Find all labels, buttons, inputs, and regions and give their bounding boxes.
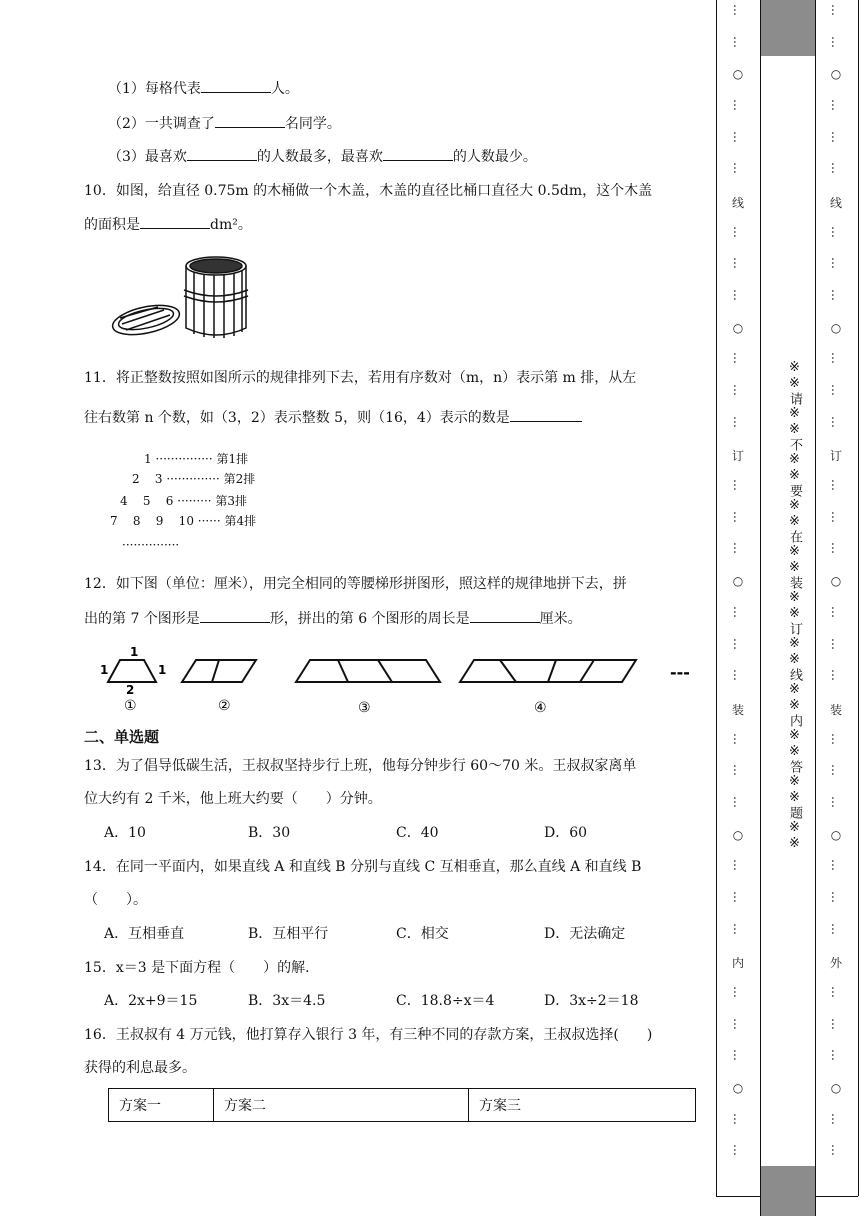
dim-right: 1 <box>158 663 167 677</box>
binding-dots: … <box>731 859 745 872</box>
binding-dots: … <box>829 922 843 935</box>
barrel-and-lid-illustration <box>108 252 268 342</box>
answer-blank[interactable] <box>383 146 453 161</box>
binding-dots: … <box>731 162 745 175</box>
q15-option-a[interactable]: A．2x+9＝15 <box>104 993 198 1009</box>
binding-dots: … <box>829 1049 843 1062</box>
binding-dots: … <box>731 985 745 998</box>
q15-option-d[interactable]: D．3x÷2＝18 <box>544 993 639 1009</box>
answer-blank[interactable] <box>470 608 540 623</box>
q12-line-1: 12．如下图（单位：厘米），用完全相同的等腰梯形拼图形，照这样的规律地拼下去，拼 <box>84 576 627 592</box>
triangle-row-4: 7 8 9 10 ······ 第4排 <box>110 514 257 528</box>
table-row <box>109 1089 696 1122</box>
binding-dots: … <box>829 669 843 682</box>
binding-dots: … <box>731 764 745 777</box>
triangle-row-3: 4 5 6 ········· 第3排 <box>120 494 248 508</box>
binding-circle-icon: ○ <box>830 574 842 589</box>
binding-dots: … <box>829 637 843 650</box>
answer-blank[interactable] <box>140 214 210 229</box>
binding-dots: … <box>829 605 843 618</box>
binding-dots: … <box>829 1017 843 1030</box>
binding-dots: … <box>829 99 843 112</box>
binding-dots: … <box>731 4 745 16</box>
fig-label-1: ① <box>124 698 137 714</box>
dim-top: 1 <box>130 645 139 659</box>
binding-dots: … <box>731 130 745 143</box>
no-answer-warning: ※※请※※不※※要※※在※※装※※订※※线※※内※※答※※题※※ <box>787 360 802 852</box>
q14-option-b[interactable]: B．互相平行 <box>248 926 329 942</box>
margin-border-right <box>858 0 859 1196</box>
q14-option-a[interactable]: A．互相垂直 <box>104 926 185 942</box>
binding-strip-top-block <box>761 0 815 56</box>
dim-bottom: 2 <box>126 683 135 697</box>
triangle-continuation: ··············· <box>122 538 180 552</box>
binding-dots: … <box>829 289 843 302</box>
answer-blank[interactable] <box>201 78 271 93</box>
answer-blank[interactable] <box>200 608 270 623</box>
q15-line-1: 15．x＝3 是下面方程（ ）的解. <box>84 960 310 976</box>
binding-dots: … <box>829 510 843 523</box>
binding-dots: … <box>829 35 843 48</box>
q13-line-1: 13．为了倡导低碳生活，王叔叔坚持步行上班，他每分钟步行 60～70 米。王叔叔家离单 <box>84 758 637 774</box>
fig-label-2: ② <box>218 698 231 714</box>
binding-dots: … <box>829 542 843 555</box>
binding-dots: … <box>829 225 843 238</box>
trapezoid-fig-1 <box>108 660 156 682</box>
q11-line-1: 11．将正整数按照如图所示的规律排列下去，若用有序数对（m，n）表示第 m 排，从左 <box>84 370 637 386</box>
binding-dots: … <box>829 1112 843 1125</box>
q11-line-2: 往右数第 n 个数，如（3，2）表示整数 5，则（16，4）表示的数是 <box>84 407 582 428</box>
binding-circle-icon: ○ <box>830 1080 842 1095</box>
margin-border-left <box>716 0 717 1196</box>
binding-dots: … <box>731 795 745 808</box>
binding-dots: … <box>731 289 745 302</box>
binding-char: 线 <box>829 196 842 211</box>
binding-char: 装 <box>829 702 842 717</box>
binding-dots: … <box>829 162 843 175</box>
q10-line-2: 的面积是 dm²。 <box>84 214 252 235</box>
binding-strip-bottom-block <box>761 1166 815 1216</box>
binding-char: 装 <box>731 702 744 717</box>
binding-dots: … <box>731 890 745 903</box>
binding-dots: … <box>731 225 745 238</box>
binding-dots: … <box>731 35 745 48</box>
binding-dots: … <box>731 605 745 618</box>
q9-part-1: （1）每格代表 人。 <box>108 78 299 99</box>
lid-icon <box>110 300 182 340</box>
binding-dots: … <box>731 732 745 745</box>
trapezoid-fig-3 <box>296 660 440 682</box>
q13-option-d[interactable]: D．60 <box>544 825 588 841</box>
binding-dots: … <box>731 542 745 555</box>
fig-label-3: ③ <box>358 700 371 716</box>
binding-dots: … <box>731 1112 745 1125</box>
trapezoid-pattern-figure <box>96 642 706 722</box>
binding-circle-icon: ○ <box>732 67 744 82</box>
binding-dots: … <box>829 985 843 998</box>
q14-option-c[interactable]: C．相交 <box>396 926 449 942</box>
binding-dots: … <box>731 99 745 112</box>
pattern-ellipsis: --- <box>670 663 690 682</box>
q14-option-d[interactable]: D．无法确定 <box>544 926 626 942</box>
q10-line-1: 10．如图，给直径 0.75m 的木桶做一个木盖，木盖的直径比桶口直径大 0.5dm，这个木盖 <box>84 183 653 199</box>
binding-circle-icon: ○ <box>830 827 842 842</box>
trapezoid-fig-2 <box>182 660 256 682</box>
binding-dots: … <box>829 479 843 492</box>
binding-dots: … <box>829 1144 843 1157</box>
q12-line-2: 出的第 7 个图形是 形，拼出的第 6 个图形的周长是 厘米。 <box>84 608 582 629</box>
binding-circle-icon: ○ <box>732 1080 744 1095</box>
binding-dots: … <box>731 257 745 270</box>
binding-char: 外 <box>829 956 842 971</box>
binding-dots: … <box>731 922 745 935</box>
q15-option-c[interactable]: C．18.8÷x＝4 <box>396 993 495 1009</box>
binding-dots: … <box>731 510 745 523</box>
dim-left: 1 <box>100 663 109 677</box>
q16-line-1: 16．王叔叔有 4 万元钱，他打算存入银行 3 年，有三种不同的存款方案，王叔叔选择( ) <box>84 1027 653 1043</box>
q9-part-2: （2）一共调查了 名同学。 <box>108 113 341 134</box>
number-triangle-figure <box>108 448 268 558</box>
binding-dots: … <box>829 384 843 397</box>
q13-option-b[interactable]: B．30 <box>248 825 291 841</box>
answer-blank[interactable] <box>510 407 582 422</box>
binding-char: 订 <box>731 449 744 464</box>
q13-line-2: 位大约有 2 千米，他上班大约要（ ）分钟。 <box>84 791 382 807</box>
binding-dots: … <box>731 479 745 492</box>
binding-char: 内 <box>731 956 744 971</box>
binding-dots: … <box>731 352 745 365</box>
q13-option-c[interactable]: C．40 <box>396 825 439 841</box>
binding-circle-icon: ○ <box>732 320 744 335</box>
binding-dots: … <box>731 415 745 428</box>
binding-dots: … <box>731 637 745 650</box>
binding-circle-icon: ○ <box>830 320 842 335</box>
binding-dots: … <box>731 1144 745 1157</box>
triangle-row-2: 2 3 ·············· 第2排 <box>132 472 256 486</box>
binding-dots: … <box>829 415 843 428</box>
triangle-row-1: 1 ··············· 第1排 <box>144 452 249 466</box>
binding-circle-icon: ○ <box>732 574 744 589</box>
binding-char: 订 <box>829 449 842 464</box>
binding-char: 线 <box>731 196 744 211</box>
binding-dots: … <box>829 4 843 16</box>
binding-dots: … <box>829 795 843 808</box>
binding-dots: … <box>829 130 843 143</box>
table-cell-plan-2: 方案二 <box>214 1089 469 1122</box>
barrel-icon <box>184 257 248 338</box>
q14-line-2: （ ）。 <box>84 892 147 908</box>
binding-dots: … <box>731 1049 745 1062</box>
binding-dots: … <box>829 352 843 365</box>
q15-option-b[interactable]: B．3x＝4.5 <box>248 993 326 1009</box>
answer-blank[interactable] <box>187 146 257 161</box>
binding-dots: … <box>829 764 843 777</box>
table-cell-plan-3: 方案三 <box>469 1089 696 1122</box>
table-cell-plan-1: 方案一 <box>109 1089 214 1122</box>
savings-plans-table <box>108 1088 696 1122</box>
binding-dots: … <box>829 257 843 270</box>
binding-circle-icon: ○ <box>732 827 744 842</box>
q16-line-2: 获得的利息最多。 <box>84 1060 196 1076</box>
binding-dots: … <box>731 1017 745 1030</box>
q14-line-1: 14．在同一平面内，如果直线 A 和直线 B 分别与直线 C 互相垂直，那么直线 A 和直线 B <box>84 859 642 875</box>
binding-circle-icon: ○ <box>830 67 842 82</box>
binding-dots: … <box>731 384 745 397</box>
q9-part-3: （3）最喜欢 的人数最多，最喜欢 的人数最少。 <box>108 146 537 167</box>
fig-label-4: ④ <box>534 700 547 716</box>
margin-border-bottom-left <box>716 1196 760 1197</box>
trapezoid-fig-4 <box>460 660 636 682</box>
binding-dots: … <box>829 859 843 872</box>
answer-blank[interactable] <box>215 113 285 128</box>
binding-dots: … <box>829 890 843 903</box>
binding-dots: … <box>829 732 843 745</box>
q13-option-a[interactable]: A．10 <box>104 825 146 841</box>
binding-dots: … <box>731 669 745 682</box>
margin-border-bottom-right <box>814 1196 858 1197</box>
section-heading-single-choice: 二、单选题 <box>84 728 160 746</box>
